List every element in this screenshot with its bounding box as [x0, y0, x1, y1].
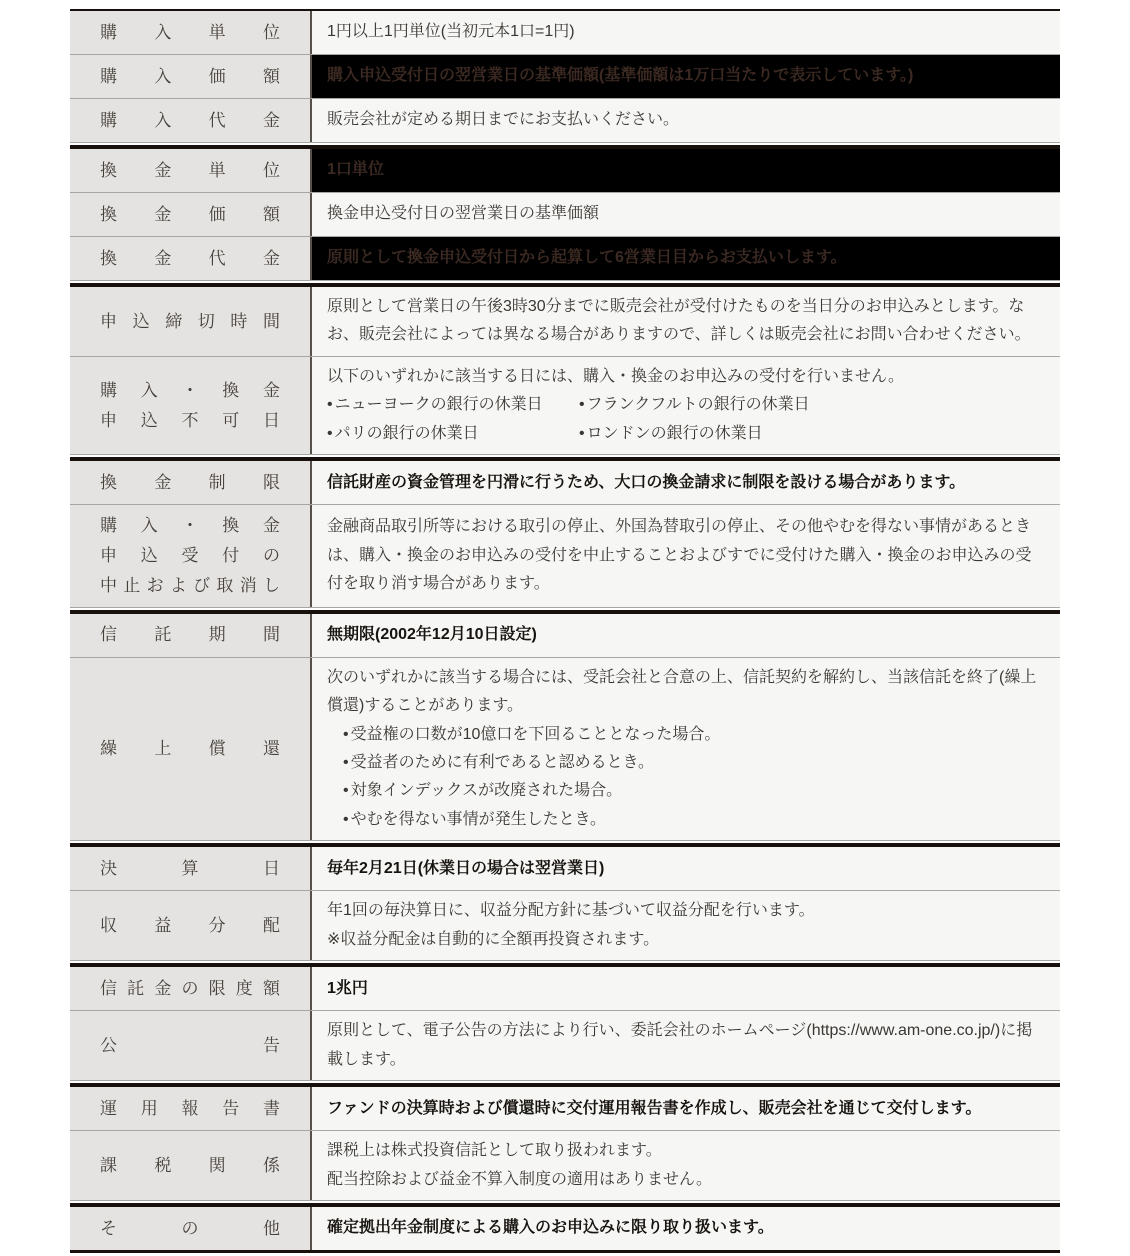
purchase-price-value	[312, 55, 1060, 98]
redemption-payment-label	[70, 237, 312, 280]
bullet-icon: •	[343, 754, 349, 771]
bullet-icon: •	[343, 725, 349, 743]
label-line: 申 込 締 切 時 間	[100, 311, 280, 331]
row-early-redemption	[70, 657, 1060, 841]
row-trust-period	[70, 614, 1060, 657]
other-label	[70, 1207, 312, 1250]
public-notice-value	[312, 1011, 1060, 1080]
purchase-price-label	[70, 55, 312, 98]
bullet-item	[579, 391, 810, 419]
income-distribution-label	[70, 891, 312, 960]
value-line: ※収益分配金は自動的に全額再投資されます。	[327, 930, 660, 948]
value-text: 確定拠出年金制度による購入のお申込みに限り取り扱います。	[327, 1219, 774, 1237]
redemption-payment-value	[312, 237, 1060, 280]
row-settlement-date	[70, 847, 1060, 890]
row-taxation	[70, 1130, 1060, 1200]
suspension-cancellation-label	[70, 505, 312, 606]
trust-period-label	[70, 614, 312, 657]
label-line: 収 益 分 配	[100, 916, 280, 935]
row-redemption-payment	[70, 236, 1060, 280]
application-blackout-days-value	[312, 357, 1060, 454]
application-blackout-days-label	[70, 357, 312, 454]
value-intro: 以下のいずれかに該当する日には、購入・換金のお申込みの受付を行いません。	[327, 367, 904, 385]
redemption-price-label	[70, 193, 312, 236]
bullet-text: ロンドンの銀行の休業日	[586, 424, 763, 442]
value-text: 購入申込受付日の翌営業日の基準価額(基準価額は1万口当たりで表示しています。)	[327, 67, 914, 85]
section-rule	[70, 840, 1060, 847]
label-line: 購 入 ・ 換 金	[100, 380, 280, 400]
label-line: 運 用 報 告 書	[100, 1098, 280, 1118]
label-line: 公 告	[100, 1035, 280, 1055]
bullet-item	[327, 420, 479, 448]
bullet-item	[343, 806, 1042, 834]
fund-terms-table	[70, 9, 1060, 1253]
bullet-item	[343, 721, 1042, 749]
bullet-row	[327, 420, 1042, 448]
value-text: 原則として営業日の午後3時30分までに販売会社が受付けたものを当日分のお申込みとします。なお、販売会社によっては異なる場合がありますので、詳しくは販売会社にお問い合わせください。	[327, 298, 1031, 344]
trust-fund-limit-value	[312, 967, 1060, 1010]
bullet-text: フランクフルトの銀行の休業日	[586, 396, 810, 414]
section-rule	[70, 607, 1060, 614]
row-redemption-restriction	[70, 461, 1060, 504]
management-report-value	[312, 1087, 1060, 1130]
row-purchase-price	[70, 54, 1060, 98]
value-text: 原則として換金申込受付日から起算して6営業日目からお支払いします。	[327, 249, 847, 267]
income-distribution-value	[312, 891, 1060, 960]
value-line: 課税上は株式投資信託として取り扱われます。	[327, 1142, 662, 1160]
trust-fund-limit-label	[70, 967, 312, 1010]
redemption-unit-value	[312, 149, 1060, 192]
row-public-notice	[70, 1010, 1060, 1080]
settlement-date-label	[70, 847, 312, 890]
application-deadline-label	[70, 287, 312, 356]
row-management-report	[70, 1087, 1060, 1130]
other-value	[312, 1207, 1060, 1250]
label-line: 換 金 代 金	[100, 248, 280, 268]
value-line: 配当控除および益金不算入制度の適用はありません。	[327, 1170, 712, 1188]
row-suspension-cancellation	[70, 504, 1060, 606]
purchase-payment-label	[70, 99, 312, 142]
label-line: そ の 他	[100, 1218, 280, 1238]
bullet-col-1	[327, 420, 579, 448]
label-line: 繰 上 償 還	[100, 739, 280, 759]
value-text: 金融商品取引所等における取引の停止、外国為替取引の停止、その他やむを得ない事情があるときは、購入・換金のお申込みの受付を中止することおよびすでに受付けた購入・換金のお申込みの受付を取り消す場合があります。	[327, 518, 1032, 593]
row-income-distribution	[70, 890, 1060, 960]
value-text: 原則として、電子公告の方法により行い、委託会社のホームページ(https://www.am-one.co.jp/)に掲載します。	[327, 1022, 1033, 1068]
bullet-text: やむを得ない事情が発生したとき。	[350, 810, 606, 828]
public-notice-label	[70, 1011, 312, 1080]
label-line: 申 込 受 付 の	[100, 546, 280, 566]
row-purchase-payment	[70, 98, 1060, 142]
bullet-icon: •	[579, 396, 585, 414]
section-rule	[70, 142, 1060, 149]
trust-period-value	[312, 614, 1060, 657]
row-purchase-unit	[70, 11, 1060, 54]
label-line: 決 算 日	[100, 859, 280, 879]
bullet-text: ニューヨークの銀行の休業日	[334, 396, 543, 414]
bullet-item	[327, 391, 543, 419]
label-line: 信 託 金 の 限 度 額	[100, 978, 280, 998]
label-line: 中 止 お よ び 取 消 し	[100, 575, 280, 595]
taxation-label	[70, 1131, 312, 1200]
bullet-list	[327, 721, 1042, 835]
label-line: 換 金 単 位	[100, 160, 280, 180]
redemption-restriction-label	[70, 461, 312, 504]
row-trust-fund-limit	[70, 967, 1060, 1010]
value-intro: 次のいずれかに該当する場合には、受託会社と合意の上、信託契約を解約し、当該信託を終了(繰上償還)することがあります。	[327, 668, 1037, 715]
value-text: 1円以上1円単位(当初元本1口=1円)	[327, 23, 575, 41]
section-rule	[70, 1200, 1060, 1207]
section-rule	[70, 1080, 1060, 1087]
bullet-item	[579, 420, 763, 448]
bullet-icon: •	[343, 782, 349, 800]
bullet-col-2	[579, 420, 1042, 448]
section-rule	[70, 280, 1060, 287]
label-line: 購 入 価 額	[100, 66, 280, 86]
purchase-unit-value	[312, 11, 1060, 54]
value-text: 販売会社が定める期日までにお支払いください。	[327, 111, 680, 129]
label-line: 購 入 ・ 換 金	[100, 516, 280, 536]
redemption-price-value	[312, 193, 1060, 236]
settlement-date-value	[312, 847, 1060, 890]
row-application-blackout-days	[70, 356, 1060, 454]
value-text: 1兆円	[327, 979, 368, 997]
management-report-label	[70, 1087, 312, 1130]
bullet-text: パリの銀行の休業日	[334, 424, 479, 442]
purchase-payment-value	[312, 99, 1060, 142]
redemption-unit-label	[70, 149, 312, 192]
section-rule	[70, 454, 1060, 461]
application-deadline-value	[312, 287, 1060, 356]
label-line: 申 込 不 可 日	[100, 410, 280, 430]
bullet-icon: •	[327, 424, 333, 442]
purchase-unit-label	[70, 11, 312, 54]
value-text: 1口単位	[327, 161, 384, 179]
row-application-deadline	[70, 287, 1060, 356]
early-redemption-value	[312, 658, 1060, 841]
bullet-icon: •	[343, 810, 349, 828]
bullet-text: 対象インデックスが改廃された場合。	[350, 782, 623, 800]
label-line: 換 金 価 額	[100, 204, 280, 224]
bullet-col-2	[579, 391, 1042, 419]
bullet-icon: •	[327, 396, 333, 414]
row-redemption-price	[70, 192, 1060, 236]
redemption-restriction-value	[312, 461, 1060, 504]
bullet-col-1	[327, 391, 579, 419]
value-text: ファンドの決算時および償還時に交付運用報告書を作成し、販売会社を通じて交付します。	[327, 1099, 982, 1117]
bullet-item	[343, 749, 1042, 777]
row-other	[70, 1207, 1060, 1250]
value-text: 無期限(2002年12月10日設定)	[327, 625, 537, 643]
label-line: 換 金 制 限	[100, 472, 280, 492]
value-text: 信託財産の資金管理を円滑に行うため、大口の換金請求に制限を設ける場合があります。	[327, 473, 966, 491]
label-line: 信 託 期 間	[100, 625, 280, 645]
section-rule	[70, 960, 1060, 967]
label-line: 購 入 単 位	[100, 22, 280, 42]
bullet-row	[327, 391, 1042, 419]
bullet-item	[343, 777, 1042, 805]
bullet-icon: •	[579, 424, 585, 442]
label-line: 購 入 代 金	[100, 110, 280, 130]
suspension-cancellation-value	[312, 505, 1060, 606]
row-redemption-unit	[70, 149, 1060, 192]
bullet-text: 受益権の口数が10億口を下回ることとなった場合。	[350, 725, 721, 743]
early-redemption-label	[70, 658, 312, 841]
label-line: 課 税 関 係	[100, 1155, 280, 1175]
bullet-text: 受益者のために有利であると認めるとき。	[350, 754, 654, 771]
value-line: 年1回の毎決算日に、収益分配方針に基づいて収益分配を行います。	[327, 902, 815, 920]
value-text: 毎年2月21日(休業日の場合は翌営業日)	[327, 859, 605, 877]
taxation-value	[312, 1131, 1060, 1200]
value-text: 換金申込受付日の翌営業日の基準価額	[327, 205, 600, 223]
